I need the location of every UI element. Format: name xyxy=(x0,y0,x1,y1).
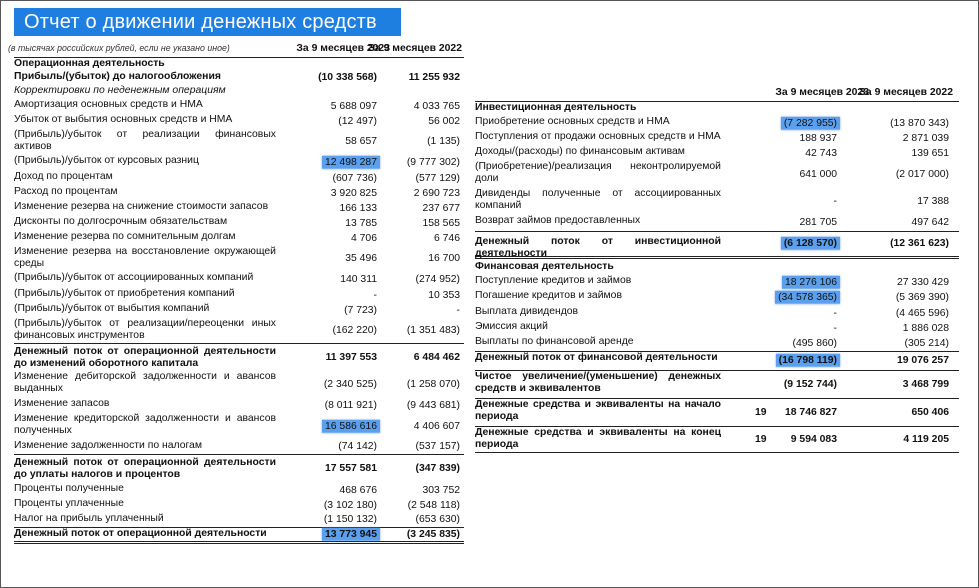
units-note: (в тысячах российских рублей, если не указано иное) xyxy=(8,43,230,53)
value-2022: (537 157) xyxy=(415,440,460,452)
value-2022: (1 351 483) xyxy=(406,324,460,336)
value-2023 xyxy=(799,217,837,229)
value-2022: 4 033 765 xyxy=(413,100,460,112)
value-2023 xyxy=(325,463,377,475)
row-label: Изменение задолженности по налогам xyxy=(14,440,202,451)
value-2022: (1 135) xyxy=(427,135,460,147)
value-2022: 11 255 932 xyxy=(408,71,460,83)
left-header xyxy=(8,41,464,58)
value-2023 xyxy=(325,399,377,411)
value-2023 xyxy=(338,441,377,453)
value-2023 xyxy=(345,136,377,148)
value-2022: 2 690 723 xyxy=(413,187,460,199)
highlighted-value: 12 498 287 xyxy=(322,156,380,169)
table-row xyxy=(475,131,959,146)
value-text: - xyxy=(833,307,837,319)
value-2022: 2 871 039 xyxy=(902,132,949,144)
value-2022: 303 752 xyxy=(422,484,460,496)
row-label: Денежный поток от операционной деятельности до уплаты налогов и процентов xyxy=(14,457,276,481)
table-row xyxy=(475,399,959,427)
value-2022: (305 214) xyxy=(904,337,949,349)
table-row xyxy=(475,161,959,188)
row-label: Денежные средства и эквиваленты на конец периода xyxy=(475,427,721,451)
value-2023 xyxy=(339,202,377,214)
value-2023 xyxy=(345,217,377,229)
value-text: 18 746 827 xyxy=(784,406,837,418)
table-row xyxy=(475,306,959,321)
value-2023 xyxy=(333,172,377,184)
row-label: (Прибыль)/убыток от приобретения компаний xyxy=(14,288,235,299)
table-row xyxy=(475,321,959,336)
value-2023 xyxy=(834,307,837,319)
row-label: Изменение запасов xyxy=(14,398,110,409)
row-label: Поступления от продажи основных средств и НМА xyxy=(475,131,721,142)
table-row xyxy=(14,413,464,440)
table-row xyxy=(475,215,959,232)
value-text: 13 785 xyxy=(345,217,377,229)
value-2023 xyxy=(784,378,837,390)
value-2023 xyxy=(333,324,377,336)
value-text: 188 937 xyxy=(799,132,837,144)
value-2022: 27 330 429 xyxy=(896,276,949,288)
table-row xyxy=(14,85,464,99)
value-2022: (9 777 302) xyxy=(406,156,460,168)
row-note: 19 xyxy=(755,433,767,445)
table-row xyxy=(14,498,464,513)
table-row xyxy=(475,290,959,306)
value-2022: (12 361 623) xyxy=(890,237,949,249)
table-row xyxy=(14,272,464,288)
table-row xyxy=(14,398,464,413)
table-row xyxy=(475,275,959,290)
value-2022: 3 468 799 xyxy=(902,378,949,390)
value-2022: 17 388 xyxy=(917,195,949,207)
value-2022: 158 565 xyxy=(422,217,460,229)
value-text: - xyxy=(833,322,837,334)
value-text: 17 557 581 xyxy=(324,462,377,474)
table-row xyxy=(14,216,464,231)
table-row xyxy=(14,371,464,398)
row-label: Изменение резерва по сомнительным долгам xyxy=(14,231,236,242)
value-text: (1 150 132) xyxy=(323,513,377,525)
row-label: Прибыль/(убыток) до налогообложения xyxy=(14,71,221,82)
row-label: Поступление кредитов и займов xyxy=(475,275,632,286)
value-text: (162 220) xyxy=(332,324,377,336)
value-2022: (577 129) xyxy=(415,172,460,184)
value-text: 3 920 825 xyxy=(330,187,377,199)
table-row xyxy=(475,102,959,116)
table-row xyxy=(14,513,464,528)
table-row xyxy=(475,116,959,131)
value-text: 140 311 xyxy=(340,273,377,285)
row-label: Расход по процентам xyxy=(14,186,118,197)
value-text: 641 000 xyxy=(799,168,837,180)
value-2023 xyxy=(834,195,837,207)
value-2023 xyxy=(799,168,837,180)
row-label: Денежный поток от инвестиционной деятельности xyxy=(475,236,721,260)
value-2022: (9 443 681) xyxy=(406,399,460,411)
value-2022: (653 630) xyxy=(415,513,460,525)
value-2022: 497 642 xyxy=(911,216,949,228)
row-label: Выплата дивидендов xyxy=(475,306,579,317)
value-2023 xyxy=(324,499,377,511)
table-row xyxy=(14,71,464,85)
value-2023 xyxy=(331,100,377,112)
row-label: Погашение кредитов и займов xyxy=(475,290,622,301)
value-2022: 237 677 xyxy=(422,202,460,214)
highlighted-value: 18 276 106 xyxy=(782,275,840,288)
table-row xyxy=(14,246,464,272)
right-col-2023-header: За 9 месяцев 2023 xyxy=(775,87,869,98)
row-label: Денежный поток от операционной деятельности до изменений оборотного капитала xyxy=(14,346,276,370)
row-label: (Прибыль)/убыток от ассоциированных компаний xyxy=(14,272,254,283)
row-label: Денежный поток от операционной деятельности xyxy=(14,528,267,539)
row-label: Дисконты по долгосрочным обязательствам xyxy=(14,216,228,227)
value-text: (3 102 180) xyxy=(323,499,377,511)
row-label: (Прибыль)/убыток от реализации/переоценки иных финансовых инструментов xyxy=(14,318,276,342)
row-label: Корректировки по неденежным операциям xyxy=(14,85,226,96)
table-row xyxy=(14,155,464,171)
table-row xyxy=(475,352,959,371)
value-text: 468 676 xyxy=(339,484,377,496)
left-col-2023-header: За 9 месяцев 2023 xyxy=(296,43,390,54)
value-text: 166 133 xyxy=(339,202,377,214)
table-row xyxy=(475,232,959,259)
value-2023 xyxy=(318,72,377,84)
table-row xyxy=(14,58,464,71)
value-2023 xyxy=(322,420,377,432)
value-2022: 650 406 xyxy=(911,406,949,418)
table-row xyxy=(14,344,464,371)
row-label: Дивиденды полученные от ассоциированных компаний xyxy=(475,188,721,212)
value-2022: (274 952) xyxy=(415,273,460,285)
table-row xyxy=(14,440,464,455)
row-label: Убыток от выбытия основных средств и НМА xyxy=(14,114,233,125)
value-2023 xyxy=(339,484,377,496)
table-row xyxy=(475,259,959,275)
value-text: (12 497) xyxy=(338,115,377,127)
highlighted-value: (6 128 570) xyxy=(781,237,840,250)
value-2023 xyxy=(324,514,377,526)
table-row xyxy=(14,186,464,201)
value-2023 xyxy=(345,253,377,265)
table-row xyxy=(14,318,464,344)
value-text: 11 397 553 xyxy=(325,351,377,363)
row-label: Эмиссия акций xyxy=(475,321,548,332)
value-2022: (13 870 343) xyxy=(890,117,949,129)
row-label: (Приобретение)/реализация неконтролируемой доли xyxy=(475,161,721,185)
table-row xyxy=(14,114,464,129)
highlighted-value: 13 773 945 xyxy=(322,527,380,540)
value-text: (495 860) xyxy=(792,337,837,349)
left-table-body xyxy=(14,58,464,544)
value-text: 4 706 xyxy=(350,232,377,244)
value-2023 xyxy=(785,406,837,418)
value-2022: 10 353 xyxy=(428,289,460,301)
table-row xyxy=(14,231,464,246)
row-label: Изменение кредиторской задолженности и авансов полученных xyxy=(14,413,276,437)
row-label: (Прибыль)/убыток от выбытия компаний xyxy=(14,303,210,314)
value-2023 xyxy=(322,528,377,540)
value-text: 42 743 xyxy=(805,147,837,159)
row-label: Операционная деятельность xyxy=(14,58,165,69)
value-2023 xyxy=(326,351,377,363)
row-label: Выплаты по финансовой аренде xyxy=(475,336,634,347)
value-2023 xyxy=(351,232,377,244)
value-2023 xyxy=(781,238,837,250)
row-label: Возврат займов предоставленных xyxy=(475,215,641,226)
table-row xyxy=(475,336,959,352)
row-label: (Прибыль)/убыток от реализации финансовых активов xyxy=(14,129,276,153)
left-col-2022-header: За 9 месяцев 2022 xyxy=(368,43,462,54)
value-2022: (4 465 596) xyxy=(895,307,949,319)
operating-activities-column xyxy=(8,41,464,544)
value-text: (10 338 568) xyxy=(318,71,377,83)
value-2022: 16 700 xyxy=(428,252,460,264)
page-title: Отчет о движении денежных средств xyxy=(14,8,401,36)
row-label: Доходы/(расходы) по финансовым активам xyxy=(475,146,685,157)
table-row xyxy=(475,371,959,399)
row-label: Проценты уплаченные xyxy=(14,498,124,509)
row-label: Изменение дебиторской задолженности и авансов выданных xyxy=(14,371,276,395)
value-2023 xyxy=(793,337,837,349)
row-label: Проценты полученные xyxy=(14,483,124,494)
investing-financing-column xyxy=(475,85,959,453)
highlighted-value: (16 798 119) xyxy=(776,354,840,367)
value-text: (74 142) xyxy=(338,440,377,452)
table-row xyxy=(14,455,464,483)
value-2023 xyxy=(338,115,377,127)
value-2022: 139 651 xyxy=(911,147,949,159)
right-table-body xyxy=(475,102,959,453)
value-2022: 19 076 257 xyxy=(896,354,949,366)
value-2023 xyxy=(344,304,377,316)
table-row xyxy=(14,528,464,544)
value-text: (7 723) xyxy=(344,304,377,316)
right-col-2022-header: За 9 месяцев 2022 xyxy=(859,87,953,98)
value-2023 xyxy=(805,147,837,159)
value-2022: (5 369 390) xyxy=(895,291,949,303)
highlighted-value: (34 578 365) xyxy=(775,291,840,304)
value-2023 xyxy=(782,276,837,288)
row-label: Финансовая деятельность xyxy=(475,261,614,272)
table-row xyxy=(14,171,464,186)
value-2023 xyxy=(322,157,377,169)
table-row xyxy=(14,201,464,216)
value-2023 xyxy=(799,132,837,144)
value-text: (8 011 921) xyxy=(324,399,377,411)
table-row xyxy=(475,146,959,161)
value-2022: - xyxy=(456,304,460,316)
row-label: Инвестиционная деятельность xyxy=(475,102,637,113)
value-2022: (2 548 118) xyxy=(407,499,460,511)
value-2023 xyxy=(791,433,837,445)
row-label: Приобретение основных средств и НМА xyxy=(475,116,670,127)
value-2023 xyxy=(776,355,837,367)
row-label: Амортизация основных средств и НМА xyxy=(14,99,203,110)
value-text: (9 152 744) xyxy=(783,378,837,390)
row-label: Денежный поток от финансовой деятельности xyxy=(475,352,718,363)
value-text: - xyxy=(833,195,837,207)
highlighted-value: 16 586 616 xyxy=(322,419,380,432)
row-label: Денежные средства и эквиваленты на начало периода xyxy=(475,399,721,423)
table-row xyxy=(14,99,464,114)
table-row xyxy=(475,427,959,453)
value-text: 5 688 097 xyxy=(330,100,377,112)
row-label: (Прибыль)/убыток от курсовых разниц xyxy=(14,155,199,166)
value-text: - xyxy=(373,289,377,301)
value-text: 281 705 xyxy=(799,216,837,228)
table-row xyxy=(14,129,464,155)
row-label: Чистое увеличение/(уменьшение) денежных средств и эквивалентов xyxy=(475,371,721,395)
value-2022: 6 746 xyxy=(433,232,460,244)
value-2023 xyxy=(331,187,377,199)
value-2022: (1 258 070) xyxy=(406,378,460,390)
row-note: 19 xyxy=(755,406,767,418)
row-label: Доход по процентам xyxy=(14,171,113,182)
table-row xyxy=(475,188,959,215)
value-2022: 4 406 607 xyxy=(413,420,460,432)
row-label: Налог на прибыль уплаченный xyxy=(14,513,164,524)
value-2023 xyxy=(340,274,377,286)
value-text: (2 340 525) xyxy=(323,378,377,390)
value-text: (607 736) xyxy=(332,172,377,184)
value-2022: (347 839) xyxy=(415,462,460,474)
highlighted-value: (7 282 955) xyxy=(781,116,840,129)
row-label: Изменение резерва на снижение стоимости запасов xyxy=(14,201,269,212)
value-2023 xyxy=(374,289,377,301)
right-header xyxy=(475,85,959,102)
value-text: 58 657 xyxy=(345,135,377,147)
value-2023 xyxy=(324,378,377,390)
value-2022: (2 017 000) xyxy=(895,168,949,180)
row-label: Изменение резерва на восстановление окружающей среды xyxy=(14,246,276,270)
value-text: 35 496 xyxy=(345,252,377,264)
value-2022: 1 886 028 xyxy=(902,322,949,334)
table-row xyxy=(14,483,464,498)
value-2022: 56 002 xyxy=(428,115,460,127)
value-2023 xyxy=(834,322,837,334)
value-2022: 6 484 462 xyxy=(413,351,460,363)
value-2022: (3 245 835) xyxy=(406,528,460,540)
value-text: 9 594 083 xyxy=(790,433,837,445)
value-2023 xyxy=(781,117,837,129)
value-2023 xyxy=(775,292,837,304)
table-row xyxy=(14,303,464,318)
value-2022: 4 119 205 xyxy=(903,433,949,445)
table-row xyxy=(14,288,464,303)
